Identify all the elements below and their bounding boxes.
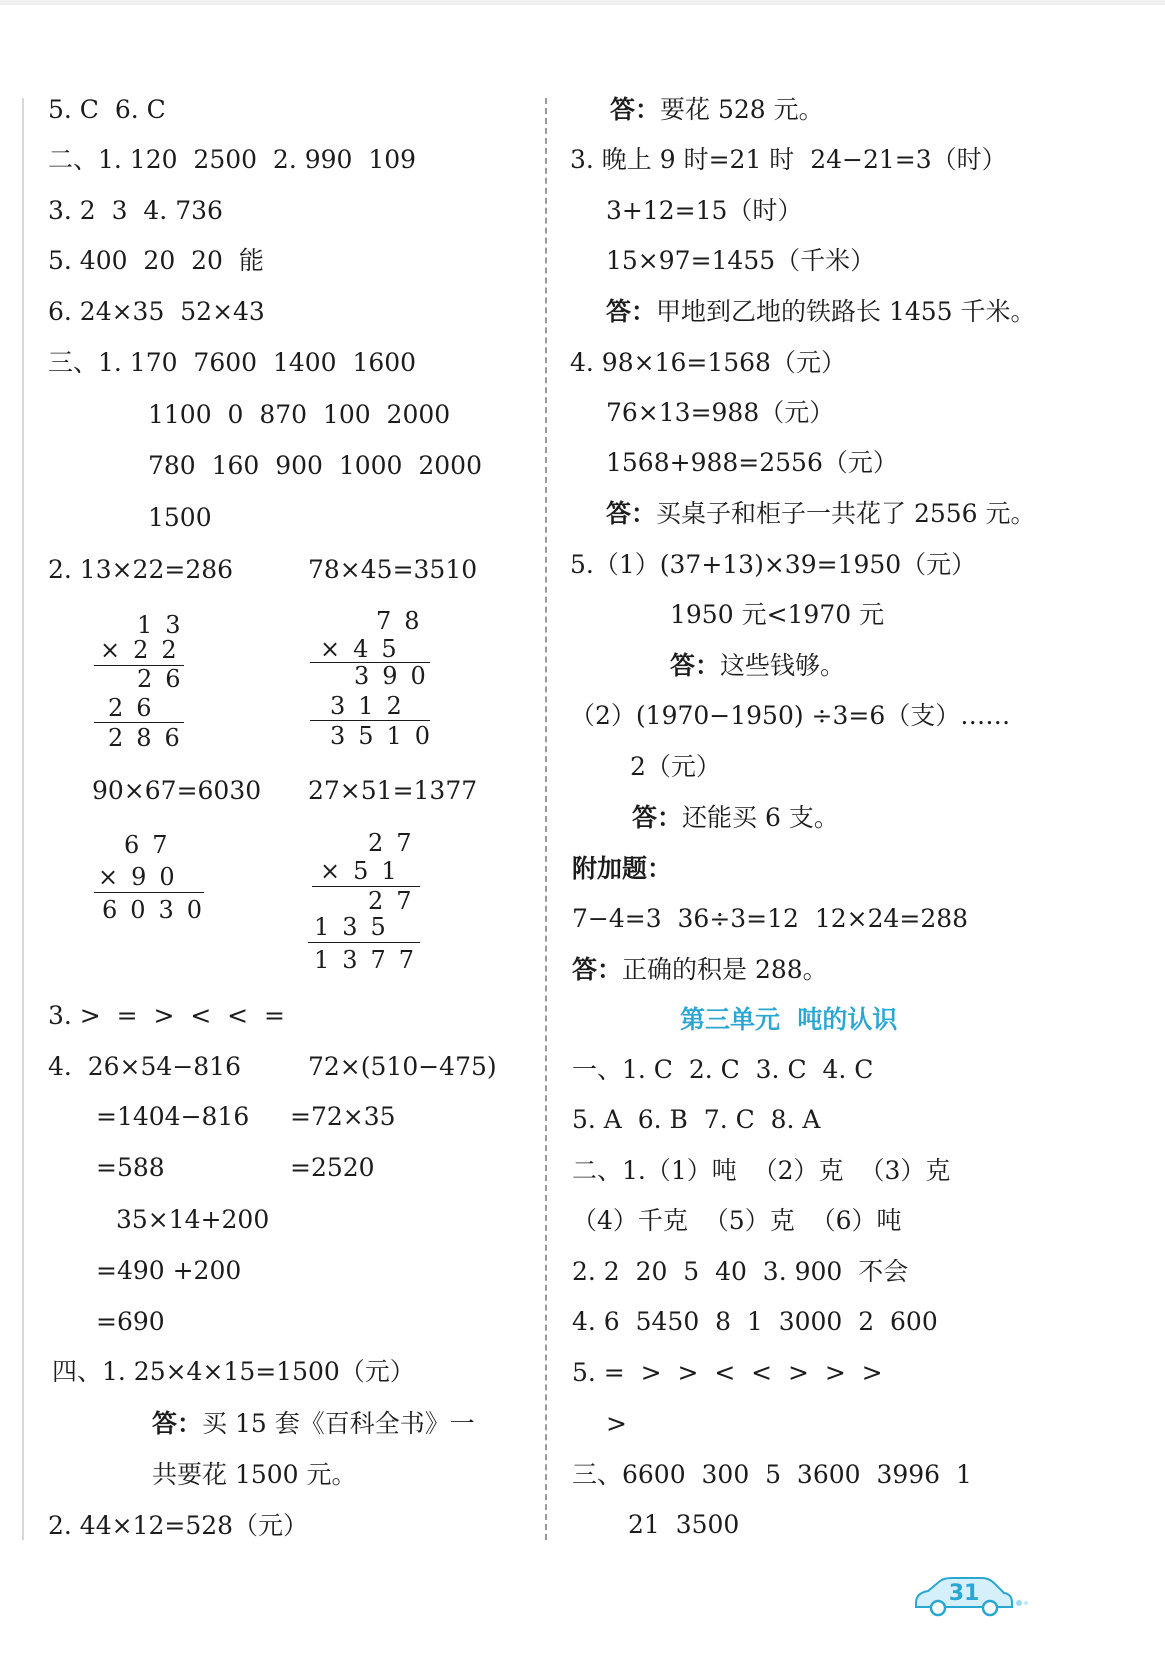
answer-line: > [606, 1409, 627, 1438]
calc-row: ×22 [100, 636, 190, 664]
answer-label: 答： [572, 955, 623, 984]
answer-text: 还能买 6 支。 [682, 803, 839, 832]
answer-text: 要花 528 元。 [660, 95, 824, 124]
column-divider [545, 98, 547, 1540]
answer-line: 2. 2 20 5 40 3. 900 不会 [572, 1257, 909, 1286]
answer-sentence [670, 651, 845, 681]
equation: 72×(510−475) [308, 1052, 497, 1081]
unit-heading: 第三单元 吨的认识 [680, 1005, 898, 1034]
answer-line: 三、6600 300 5 3600 3996 1 [572, 1460, 972, 1489]
equation: 2. 44×12=528（元） [48, 1511, 309, 1540]
equation: 4. 98×16=1568（元） [570, 348, 846, 377]
calc-rule [308, 942, 420, 943]
answer-line: 3. 2 3 4. 736 [48, 196, 223, 225]
equation: 1568+988=2556（元） [606, 448, 898, 477]
equation: 27×51=1377 [308, 776, 478, 805]
equation: 2. 13×22=286 [48, 555, 234, 584]
calc-rule [94, 722, 184, 723]
answer-line: 三、1. 170 7600 1400 1600 [48, 348, 417, 377]
answer-label: 答： [606, 297, 657, 326]
answer-line: 一、1. C 2. C 3. C 4. C [572, 1055, 874, 1084]
answer-sentence [572, 955, 828, 985]
answer-line: 二、1.（1）吨 （2）克 （3）克 [572, 1156, 951, 1185]
answer-line: 780 160 900 1000 2000 [148, 451, 482, 480]
equation: =1404−816 [96, 1102, 250, 1131]
answer-sentence [606, 499, 1036, 529]
calc-row: ×51 [320, 857, 410, 885]
equation: 78×45=3510 [308, 555, 478, 584]
answer-text: 买 15 套《百科全书》一 [202, 1409, 475, 1438]
answer-line: 5. 400 20 20 能 [48, 246, 264, 275]
equation: =2520 [290, 1153, 375, 1182]
answer-label: 答： [606, 499, 657, 528]
equation: 2（元） [630, 752, 721, 781]
calc-row: 67 [124, 831, 181, 859]
calc-row: 3510 [330, 722, 444, 750]
calc-row: 27 [368, 829, 425, 857]
answer-text: 买桌子和柜子一共花了 2556 元。 [656, 499, 1036, 528]
answer-line: 5. C 6. C [48, 95, 166, 124]
equation: 3. 晚上 9 时=21 时 24−21=3（时） [570, 145, 1007, 174]
equation: 35×14+200 [116, 1205, 270, 1234]
answer-line: 3. > = > < < = [48, 1001, 285, 1030]
page-number-badge [912, 1573, 1030, 1619]
answer-label: 答： [610, 95, 661, 124]
equation: =588 [96, 1153, 165, 1182]
calc-rule [94, 892, 204, 893]
answer-label: 答： [152, 1409, 203, 1438]
equation: 76×13=988（元） [606, 398, 835, 427]
calc-row: 135 [314, 913, 399, 941]
answer-sentence [632, 803, 839, 833]
equation: （2）(1970−1950) ÷3=6（支）…… [570, 701, 1011, 730]
page-number: 31 [948, 1581, 980, 1606]
calc-row: 26 [108, 694, 165, 722]
calc-rule [310, 720, 430, 721]
answer-sentence [610, 95, 824, 125]
equation: 15×97=1455（千米） [606, 246, 876, 275]
answer-line: 二、1. 120 2500 2. 990 109 [48, 145, 417, 174]
equation: 四、1. 25×4×15=1500（元） [52, 1357, 415, 1386]
calc-row: 78 [376, 607, 433, 635]
answer-line: 5. = > > < < > > > [572, 1358, 883, 1387]
answer-line: （4）千克 （5）克 （6）吨 [572, 1206, 902, 1235]
bonus-heading: 附加题： [572, 854, 673, 883]
answer-text: 甲地到乙地的铁路长 1455 千米。 [656, 297, 1036, 326]
answer-sentence [606, 297, 1036, 327]
answer-label: 答： [632, 803, 683, 832]
equation: 3+12=15（时） [606, 196, 803, 225]
equation: 7−4=3 36÷3=12 12×24=288 [572, 904, 969, 933]
top-rule [0, 0, 1165, 5]
answer-text: 正确的积是 288。 [622, 955, 828, 984]
calc-row: ×90 [98, 863, 188, 891]
equation: =72×35 [290, 1102, 396, 1131]
answer-sentence: 共要花 1500 元。 [152, 1460, 357, 1489]
calc-row: 1377 [314, 946, 428, 974]
calc-row: 27 [368, 887, 425, 915]
answer-label: 答： [670, 651, 721, 680]
equation: 1950 元<1970 元 [670, 600, 885, 629]
equation: 5.（1）(37+13)×39=1950（元） [570, 550, 977, 579]
calc-row: 286 [108, 724, 193, 752]
left-margin-line [22, 98, 24, 1540]
answer-line: 21 3500 [628, 1510, 740, 1539]
equation: =490 +200 [96, 1256, 242, 1285]
car-icon [912, 1573, 1030, 1619]
answer-line: 1500 [148, 503, 212, 532]
answer-line: 1100 0 870 100 2000 [148, 400, 451, 429]
calc-row: 312 [330, 692, 415, 720]
answer-line: 4. 6 5450 8 1 3000 2 600 [572, 1307, 938, 1336]
answer-text: 这些钱够。 [720, 651, 846, 680]
equation: 90×67=6030 [92, 776, 262, 805]
equation: 4. 26×54−816 [48, 1052, 241, 1081]
calc-row: 390 [354, 662, 439, 690]
calc-row: 6030 [102, 896, 216, 924]
equation: =690 [96, 1307, 165, 1336]
answer-line: 6. 24×35 52×43 [48, 297, 265, 326]
calc-row: ×45 [320, 635, 410, 663]
answer-line: 5. A 6. B 7. C 8. A [572, 1105, 821, 1134]
calc-row: 26 [137, 665, 194, 693]
answer-sentence [152, 1409, 475, 1439]
calc-row: 13 [137, 611, 194, 639]
